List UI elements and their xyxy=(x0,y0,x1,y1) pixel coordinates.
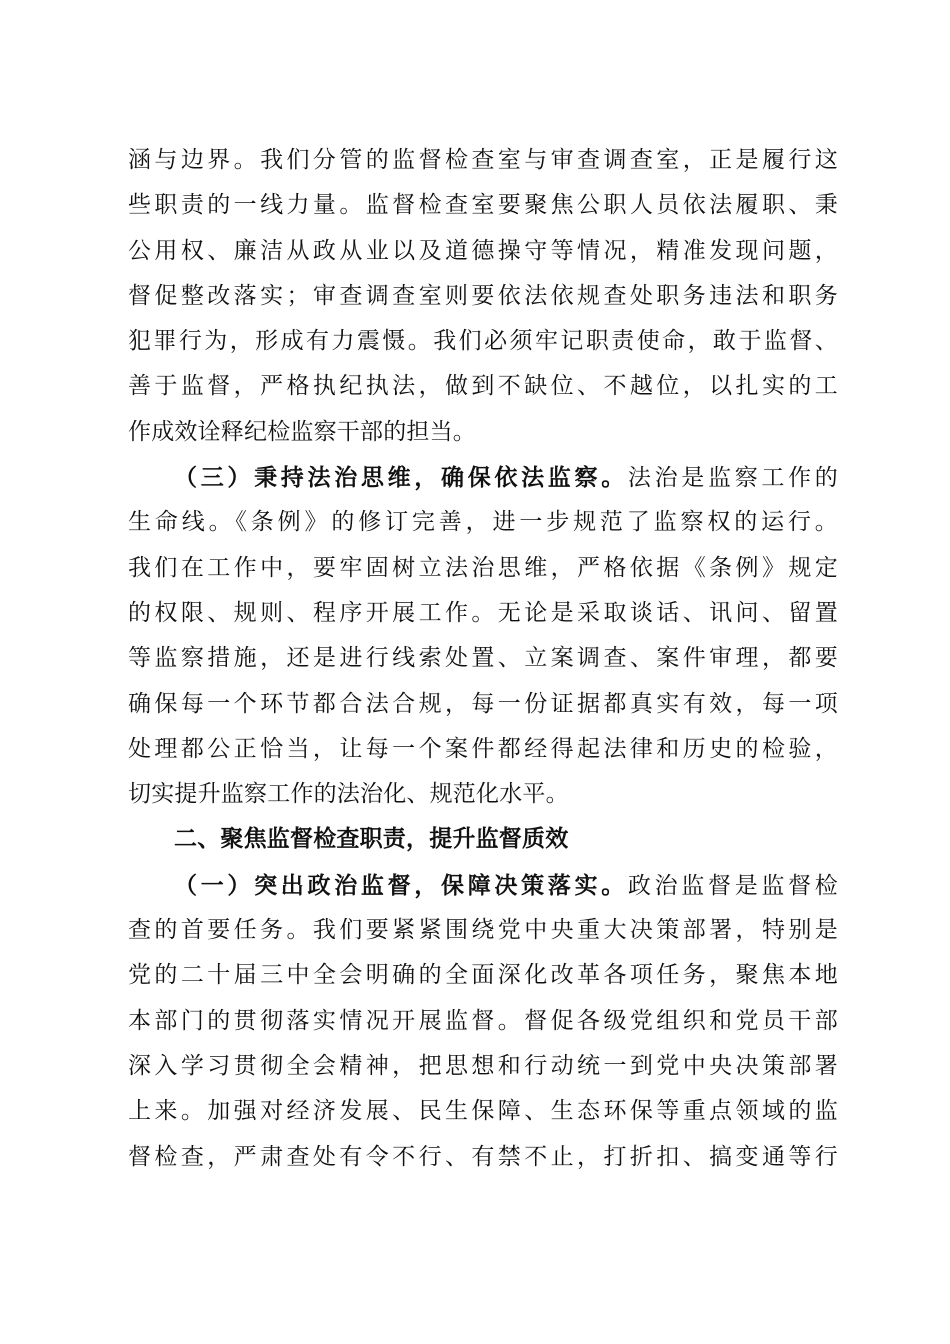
document-body xyxy=(128,138,838,1180)
text-line: 督促整改落实；审查调查室则要依法依规查处职务违法和职务 xyxy=(128,282,838,309)
paragraph-first-line xyxy=(128,455,838,500)
text-line: 作成效诠释纪检监察干部的担当。 xyxy=(128,418,476,445)
text-line: 些职责的一线力量。监督检查室要聚焦公职人员依法履职、秉 xyxy=(128,192,838,219)
text-line: 切实提升监察工作的法治化、规范化水平。 xyxy=(128,781,569,808)
text-line: 上来。加强对经济发展、民生保障、生态环保等重点领域的监 xyxy=(128,1098,838,1125)
text-line: 查的首要任务。我们要紧紧围绕党中央重大决策部署，特别是 xyxy=(128,917,838,944)
section-heading: 二、聚焦监督检查职责，提升监督质效 xyxy=(174,826,569,853)
paragraph-duties xyxy=(128,138,838,455)
paragraph-rule-of-law xyxy=(128,455,838,817)
paragraph-political-supervision xyxy=(128,863,838,1180)
text-line: 处理都公正恰当，让每一个案件都经得起法律和历史的检验， xyxy=(128,735,838,762)
paragraph-first-line xyxy=(128,863,838,908)
text-line: 公用权、廉洁从政从业以及道德操守等情况，精准发现问题， xyxy=(128,237,838,264)
text-line: 党的二十届三中全会明确的全面深化改革各项任务，聚焦本地 xyxy=(128,962,838,989)
text-line: 生命线。《条例》的修订完善，进一步规范了监察权的运行。 xyxy=(128,509,838,536)
text-line: 的权限、规则、程序开展工作。无论是采取谈话、讯问、留置 xyxy=(128,599,838,626)
text-line: 确保每一个环节都合法合规，每一份证据都真实有效，每一项 xyxy=(128,690,838,717)
text-line: 深入学习贯彻全会精神，把思想和行动统一到党中央决策部署 xyxy=(128,1052,838,1079)
subsection-title: （一）突出政治监督，保障决策落实。 xyxy=(174,871,628,899)
text-run: 政治监督是监督检 xyxy=(627,872,838,899)
text-line: 犯罪行为，形成有力震慑。我们必须牢记职责使命，敢于监督、 xyxy=(128,328,838,355)
text-line: 本部门的贯彻落实情况开展监督。督促各级党组织和党员干部 xyxy=(128,1007,838,1034)
text-run: 法治是监察工作的 xyxy=(627,465,838,492)
text-line: 涵与边界。我们分管的监督检查室与审查调查室，正是履行这 xyxy=(128,147,838,173)
text-line: 善于监督，严格执纪执法，做到不缺位、不越位，以扎实的工 xyxy=(128,373,838,400)
text-line: 督检查，严肃查处有令不行、有禁不止，打折扣、搞变通等行 xyxy=(128,1143,838,1170)
text-line: 我们在工作中，要牢固树立法治思维，严格依据《条例》规定 xyxy=(128,554,838,581)
subsection-title: （三）秉持法治思维，确保依法监察。 xyxy=(174,464,628,492)
text-line: 等监察措施，还是进行线索处置、立案调查、案件审理，都要 xyxy=(128,645,838,672)
